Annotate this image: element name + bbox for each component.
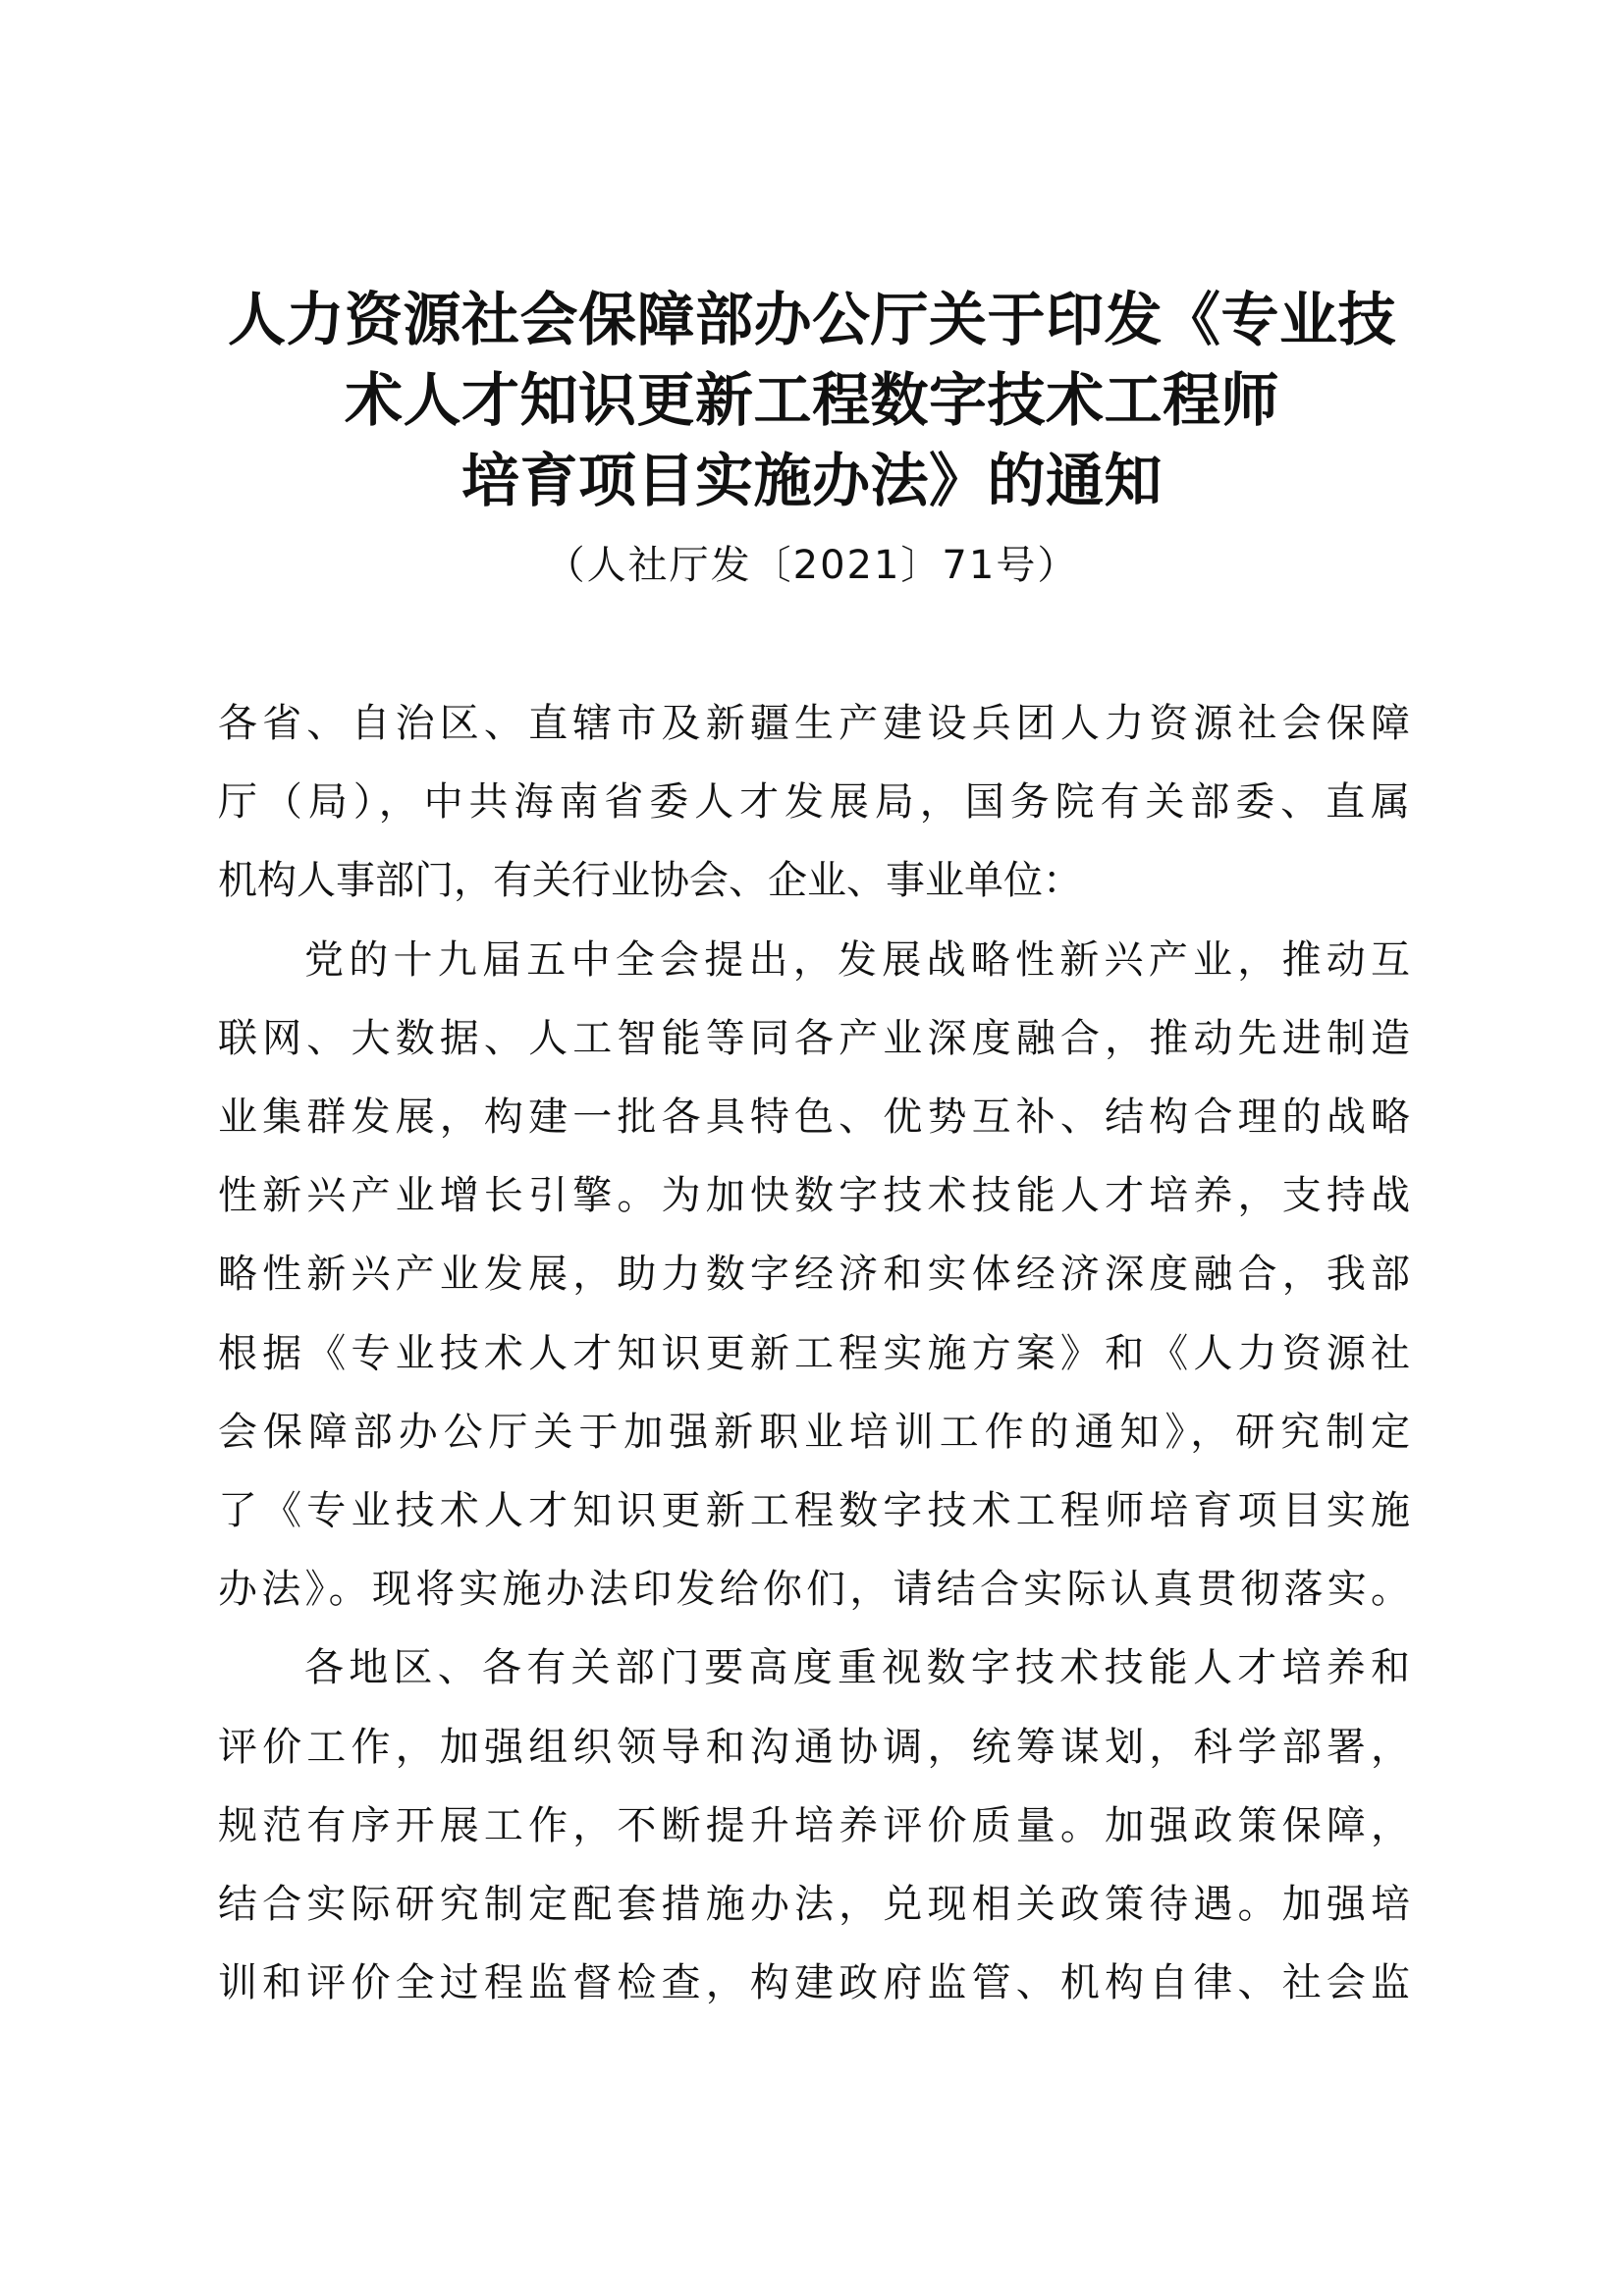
title-line: 培育项目实施办法》的通知 xyxy=(460,447,1163,514)
text-line: 略性新兴产业发展，助力数字经济和实体经济深度融合，我部 xyxy=(218,1252,1410,1298)
text-line: 各省、自治区、直辖市及新疆生产建设兵团人力资源社会保障 xyxy=(218,701,1410,746)
text-line: 评价工作，加强组织领导和沟通协调，统筹谋划，科学部署， xyxy=(218,1724,1410,1770)
title-line: 术人才知识更新工程数字技术工程师 xyxy=(344,366,1279,434)
document-title xyxy=(177,280,1447,521)
text-line: 训和评价全过程监督检查，构建政府监管、机构自律、社会监 xyxy=(218,1960,1410,2006)
body-paragraph-2 xyxy=(218,1629,1410,2022)
title-line: 人力资源社会保障部办公厅关于印发《专业技 xyxy=(227,286,1396,353)
text-line: 会保障部办公厅关于加强新职业培训工作的通知》，研究制定 xyxy=(218,1409,1410,1455)
addressee-paragraph xyxy=(218,684,1410,921)
text-line: 联网、大数据、人工智能等同各产业深度融合，推动先进制造 xyxy=(218,1015,1410,1061)
text-line: 根据《专业技术人才知识更新工程实施方案》和《人力资源社 xyxy=(218,1330,1410,1376)
text-line: 规范有序开展工作，不断提升培养评价质量。加强政策保障， xyxy=(218,1802,1410,1848)
text-line: 业集群发展，构建一批各具特色、优势互补、结构合理的战略 xyxy=(218,1095,1410,1141)
text-line: 了《专业技术人才知识更新工程数字技术工程师培育项目实施 xyxy=(218,1488,1410,1534)
text-line: 结合实际研究制定配套措施办法，兑现相关政策待遇。加强培 xyxy=(218,1882,1410,1928)
document-body xyxy=(218,684,1410,2022)
document-number: （人社厅发〔2021〕71号） xyxy=(545,543,1079,588)
text-line: 各地区、各有关部门要高度重视数字技术技能人才培养和 xyxy=(304,1645,1410,1691)
text-line: 党的十九届五中全会提出，发展战略性新兴产业，推动互 xyxy=(304,936,1410,983)
text-line: 性新兴产业增长引擎。为加快数字技术技能人才培养，支持战 xyxy=(218,1173,1410,1219)
text-line: 机构人事部门，有关行业协会、企业、事业单位： xyxy=(218,858,1082,904)
text-line: 办法》。现将实施办法印发给你们，请结合实际认真贯彻落实。 xyxy=(218,1567,1410,1613)
text-line: 厅（局），中共海南省委人才发展局，国务院有关部委、直属 xyxy=(218,779,1410,826)
body-paragraph-1 xyxy=(218,921,1410,1629)
